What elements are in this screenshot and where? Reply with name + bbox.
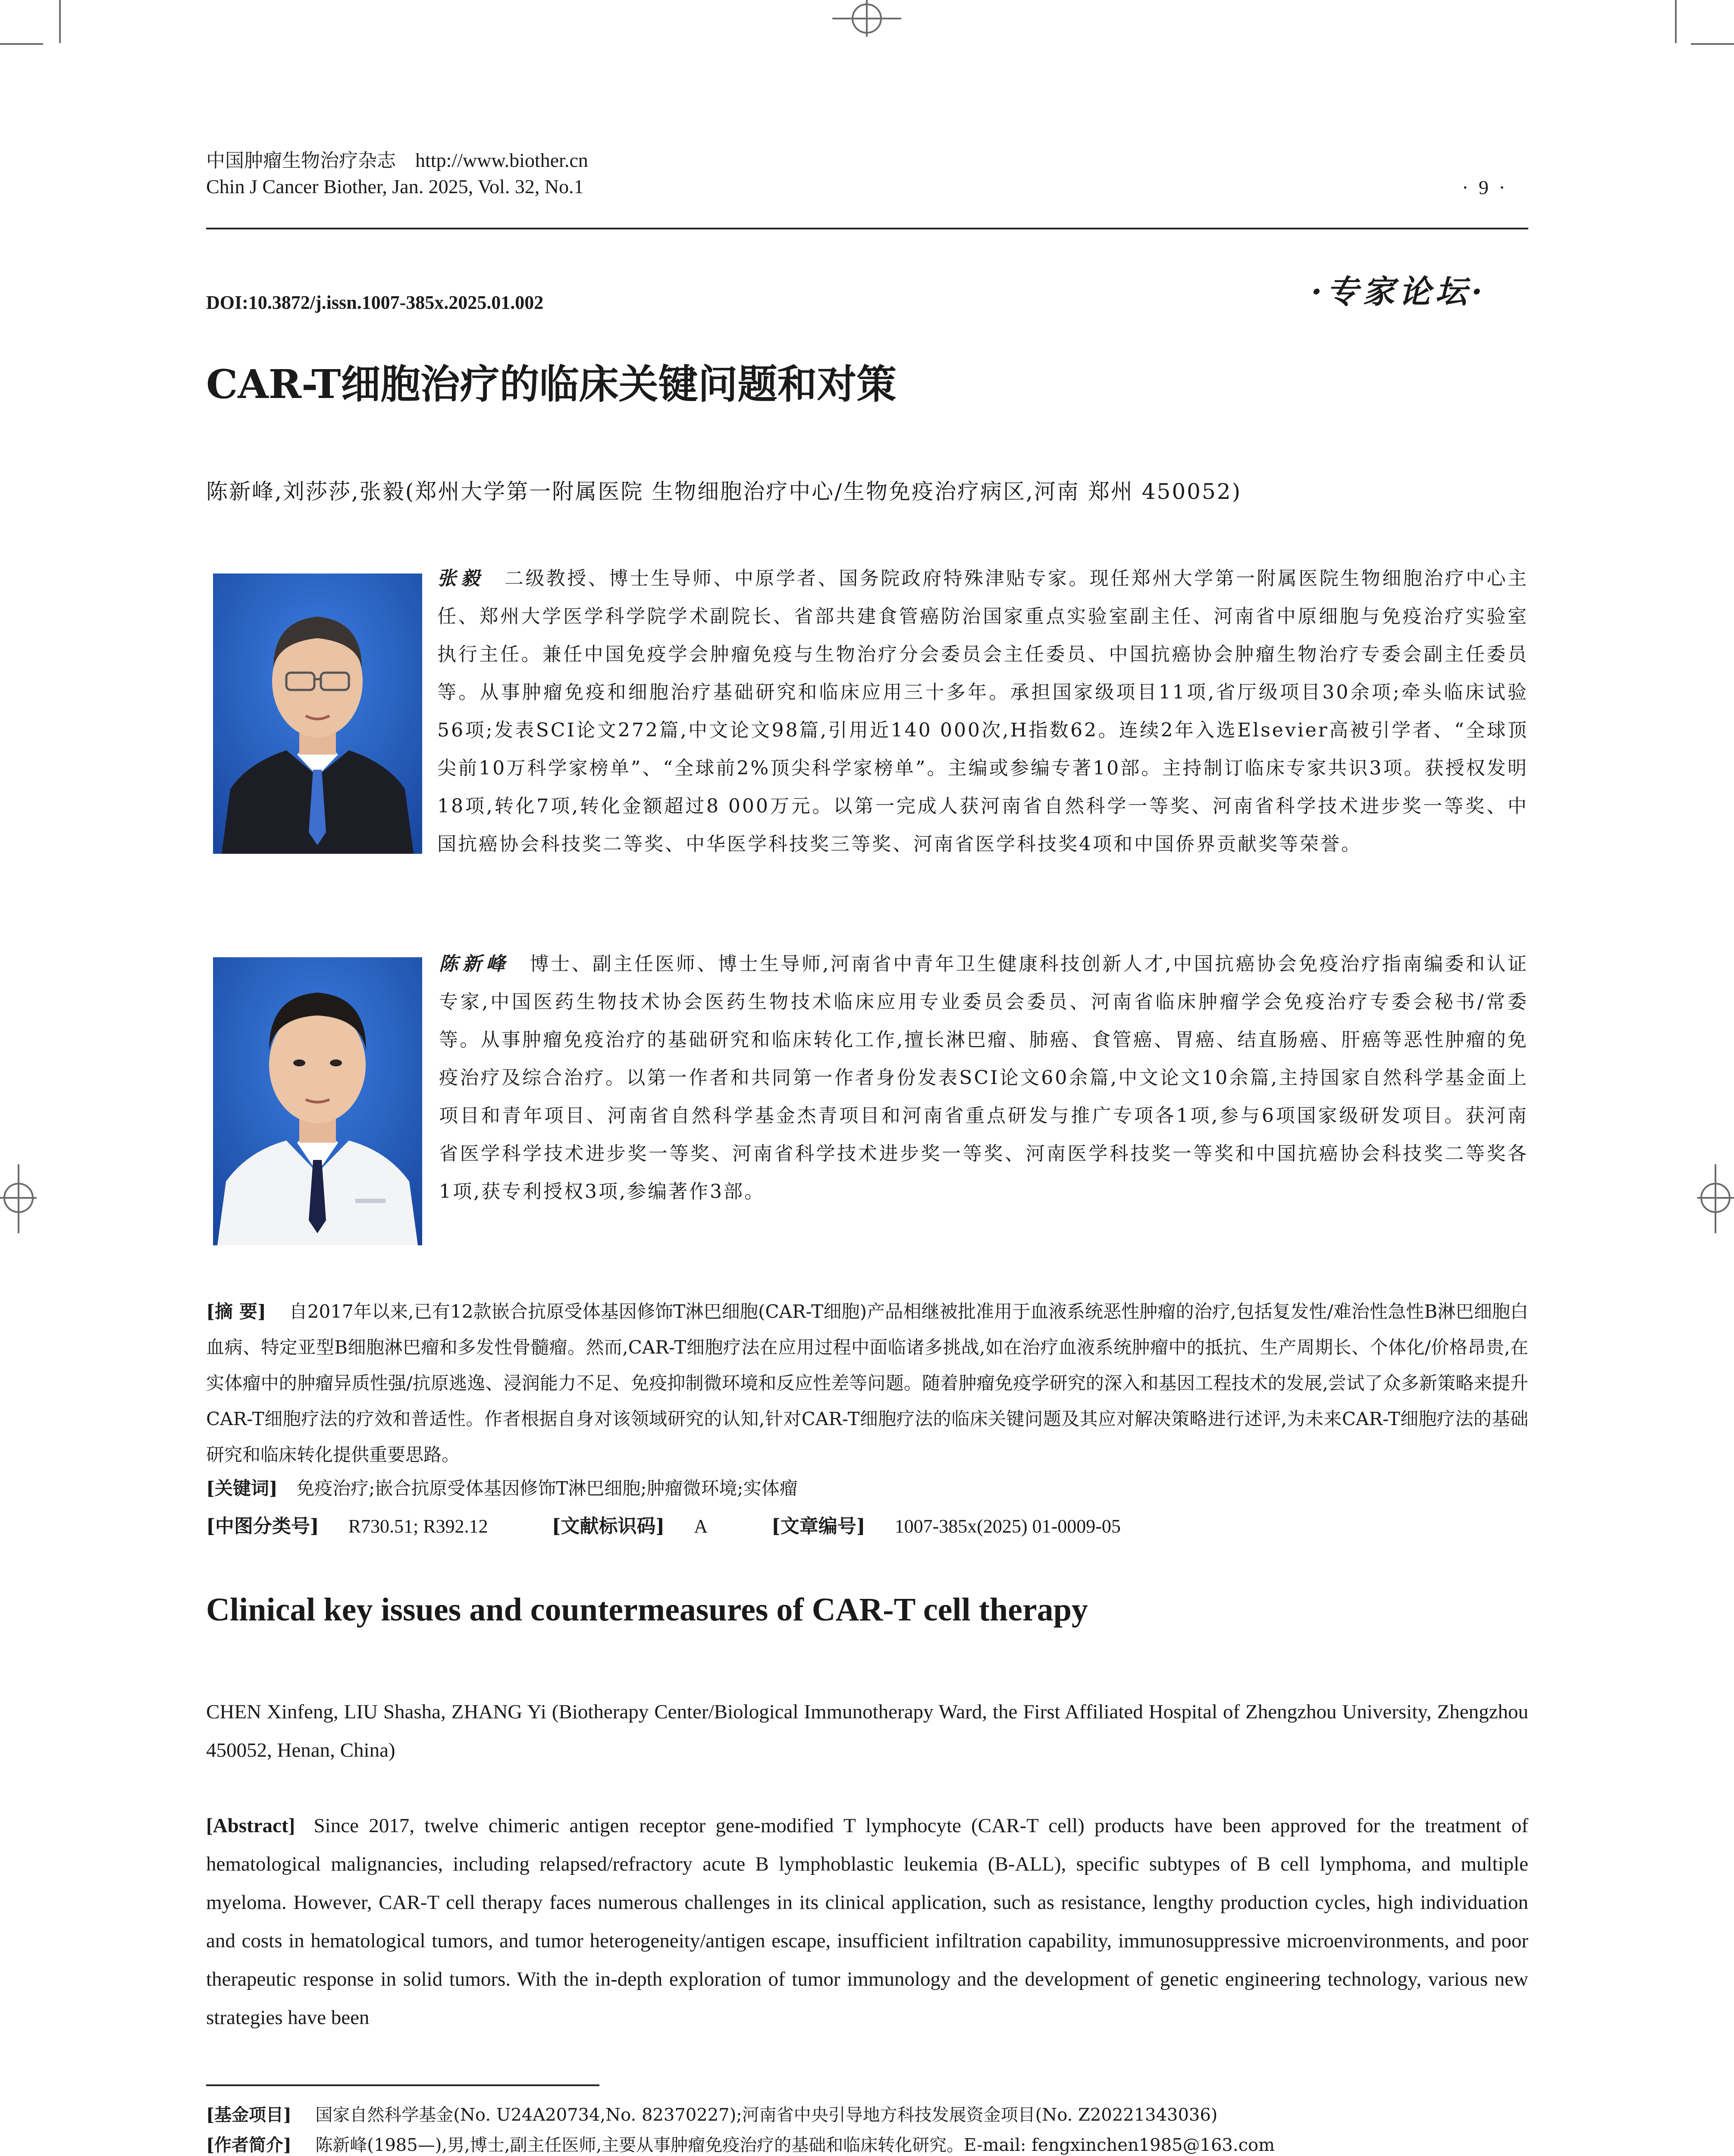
footnote-text: 国家自然科学基金(No. U24A20734,No. 82370227);河南省中央引导地方科技发展资金项目(No. Z20221343036) <box>315 2105 1218 2125</box>
footnotes <box>206 2100 1528 2156</box>
doc-code-label: [文献标识码] <box>552 1515 665 1537</box>
abstract-cn-label: [摘 要] <box>206 1301 266 1322</box>
footnote-label: [作者简介] <box>206 2135 292 2155</box>
abstract-cn-text: 自2017年以来,已有12款嵌合抗原受体基因修饰T淋巴细胞(CAR-T细胞)产品相继被批准用于血液系统恶性肿瘤的治疗,包括复发性/难治性急性B淋巴细胞白血病、特定亚型B细胞淋巴瘤和多发性骨髓瘤。然而,CAR-T细胞疗法在应用过程中面临诸多挑战,如在治疗血液系统肿瘤中的抵抗、生产周期长、个体化/价格昂贵,在实体瘤中的肿瘤异质性强/抗原逃逸、浸润能力不足、免疫抑制微环境和反应性差等问题。随着肿瘤免疫学研究的深入和基因工程技术的发展,尝试了众多新策略来提升CAR-T细胞疗法的疗效和普适性。作者根据自身对该领域研究的认知,针对CAR-T细胞疗法的临床关键问题及其应对解决策略进行述评,为未来CAR-T细胞疗法的基础研究和临床转化提供重要思路。 <box>206 1301 1528 1465</box>
abstract-cn <box>206 1294 1528 1473</box>
bio-text-zhang-yi: 二级教授、博士生导师、中原学者、国务院政府特殊津贴专家。现任郑州大学第一附属医院生物细胞治疗中心主任、郑州大学医学科学院学术副院长、省部共建食管癌防治国家重点实验室副主任、河南省中原细胞与免疫治疗实验室执行主任。兼任中国免疫学会肿瘤免疫与生物治疗分会委员会主任委员、中国抗癌协会肿瘤生物治疗专委会副主任委员等。从事肿瘤免疫和细胞治疗基础研究和临床应用三十多年。承担国家级项目11项,省厅级项目30余项;牵头临床试验56项;发表SCI论文272篇,中文论文98篇,引用近140 000次,H指数62。连续2年入选Elsevier高被引学者、“全球顶尖前10万科学家榜单”、“全球前2%顶尖科学家榜单”。主编或参编专著10部。主持制订临床专家共识3项。获授权发明18项,转化7项,转化金额超过8 000万元。以第一完成人获河南省自然科学一等奖、河南省科学技术进步奖一等奖、 <box>437 567 1529 817</box>
authors-cn: 陈新峰,刘莎莎,张毅(郑州大学第一附属医院 生物细胞治疗中心/生物免疫治疗病区,河南 郑州 450052) <box>206 479 1242 504</box>
abstract-en <box>206 1807 1528 2037</box>
keywords <box>206 1470 1528 1506</box>
footnote-label: [基金项目] <box>206 2105 292 2125</box>
photo-chen-xinfeng <box>213 957 422 1245</box>
bio-name-zhang-yi: 张毅 <box>437 567 484 589</box>
bio-tail-zhang-yi: 中国抗癌协会科技奖二等奖、中华医学科技奖三等奖、河南省医学科技奖4项和中国侨界贡献奖等荣誉。 <box>437 795 1528 855</box>
abstract-en-text: Since 2017, twelve chimeric antigen receptor gene-modified T lymphocyte (CAR-T cell) products have been approved for the treatment of hematological malignancies, including relapsed/refractory acute B lymphoblastic leukemia (B-ALL), specific subtypes of B cell lymphoma, and multiple myeloma. However, CAR-T cell therapy faces numerous challenges in its clinical application, such as resistance, lengthy production cycles, high individuation and costs in hematological tumors, and tumor heterogeneity/antigen escape, insufficient infiltration capability, immunosuppressive microenvironments, and poor therapeutic response in solid tumors. With the in-depth exploration of tumor immunology and the development of genetic engineering technology, various new strategies have been <box>206 1814 1529 2029</box>
footnote-rule <box>206 2084 599 2086</box>
footnote-author-info <box>206 2130 1528 2156</box>
clc-label: [中图分类号] <box>206 1515 319 1537</box>
keywords-label: [关键词] <box>206 1478 278 1499</box>
article-title-en: Clinical key issues and countermeasures of CAR-T cell therapy <box>206 1592 1088 1628</box>
footnote-funding <box>206 2100 1528 2130</box>
column-label: ·专家论坛· <box>1311 273 1487 310</box>
authors-en: CHEN Xinfeng, LIU Shasha, ZHANG Yi (Biotherapy Center/Biological Immunotherapy Ward, the First Affiliated Hospital of Zhengzhou University, Zhengzhou 450052, Henan, China) <box>206 1701 1528 1761</box>
journal-name-cn: 中国肿瘤生物治疗杂志 <box>206 150 396 172</box>
header-rule <box>206 228 1528 229</box>
running-header <box>206 147 588 200</box>
doc-code-value: A <box>694 1516 708 1537</box>
bio-name-chen-xinfeng: 陈新峰 <box>439 953 510 975</box>
journal-url: http://www.biother.cn <box>415 149 588 171</box>
classification-line <box>206 1509 1528 1544</box>
doi: DOI:10.3872/j.issn.1007-385x.2025.01.002 <box>206 292 544 313</box>
journal-name-en: Chin J Cancer Biother, Jan. 2025, Vol. 32, No.1 <box>206 175 584 197</box>
keywords-text: 免疫治疗;嵌合抗原受体基因修饰T淋巴细胞;肿瘤微环境;实体瘤 <box>296 1478 798 1499</box>
page-number: · 9 · <box>1462 176 1508 198</box>
footnote-text: 陈新峰(1985—),男,博士,副主任医师,主要从事肿瘤免疫治疗的基础和临床转化研究。E-mail: fengxinchen1985@163.com <box>315 2135 1275 2155</box>
article-number-value: 1007-385x(2025) 01-0009-05 <box>894 1516 1121 1537</box>
bio-text-chen-xinfeng: 博士、副主任医师、博士生导师,河南省中青年卫生健康科技创新人才,中国抗癌协会免疫治疗指南编委和认证专家,中国医药生物技术协会医药生物技术临床应用专业委员会委员、河南省临床肿瘤学会免疫治疗专委会秘书/常委等。从事肿瘤免疫治疗的基础研究和临床转化工作,擅长淋巴瘤、肺癌、食管癌、胃癌、结直肠癌、肝癌等恶性肿瘤的免疫治疗及综合治疗。以第一作者和共同第一作者身份发表SCI论文60余篇,中文论文10余篇,主持国家自然科学基金面上项目和青年项目、河南省自然科学基金杰青项目和河南省重点研发与推广专项各1项,参与6项国家级研发项目。获河南省医学科学技术进步奖一等奖、河南省科学技术进步奖一等奖、河南医学科技奖一等奖和中国抗癌协会科技奖二等奖各1项,获专利授权3项,参编著作3部。 <box>439 953 1529 1203</box>
article-title-cn: CAR-T细胞治疗的临床关键问题和对策 <box>206 361 897 407</box>
bio-zhang-yi <box>206 560 1528 871</box>
abstract-en-label: [Abstract] <box>206 1814 295 1837</box>
bio-chen-xinfeng <box>439 945 1528 1211</box>
clc-value: R730.51; R392.12 <box>348 1516 488 1537</box>
article-number-label: [文章编号] <box>771 1515 865 1537</box>
